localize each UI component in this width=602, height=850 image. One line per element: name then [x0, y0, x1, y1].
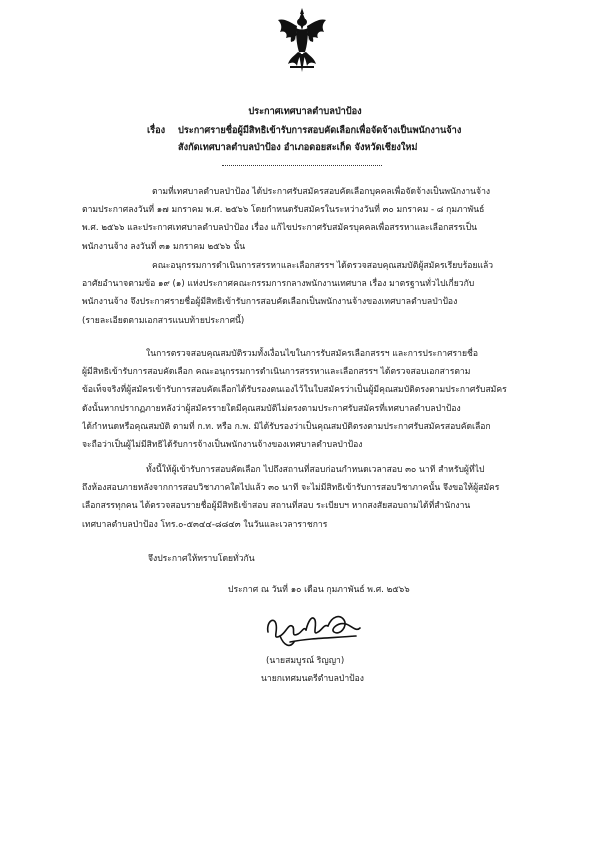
paragraph-line: อาศัยอำนาจตามข้อ ๑๙ (๑) แห่งประกาศคณะกรรมการกลางพนักงานเทศบาล เรื่อง มาตรฐานทั่วไปเกี่ยวกับ — [82, 279, 475, 290]
paragraph-line: พนักงานจ้าง ลงวันที่ ๓๑ มกราคม ๒๕๖๖ นั้น — [82, 241, 246, 252]
paragraph-line: ข้อเท็จจริงที่ผู้สมัครเข้ารับการสอบคัดเลือกได้รับรองตนเองไว้ในใบสมัครว่าเป็นผู้มีคุณสมบัติตรงตามประกาศรับสมัคร — [82, 385, 507, 396]
closing-statement: จึงประกาศให้ทราบโดยทั่วกัน — [148, 554, 255, 564]
paragraph-line: ได้กำหนดหรือคุณสมบัติ ตามที่ ก.ท. หรือ ก.พ. มิได้รับรองว่าเป็นคุณสมบัติตรงตามประกาศรับสมัครสอบคัดเลือก — [82, 421, 491, 432]
paragraph-line: เทศบาลตำบลป่าป้อง โทร.๐-๕๓๔๔-๘๘๔๓ ในวันและเวลาราชการ — [82, 519, 328, 530]
paragraph-line: ในการตรวจสอบคุณสมบัติรวมทั้งเงื่อนไขในการรับสมัครเลือกสรรฯ และการประกาศรายชื่อ — [146, 349, 479, 359]
paragraph-line: ทั้งนี้ให้ผู้เข้ารับการสอบคัดเลือก ไปถึงสถานที่สอบก่อนกำหนดเวลาสอบ ๓๐ นาที สำหรับผู้ที่ไป — [146, 465, 485, 475]
paragraph-line: ถึงห้องสอบภายหลังจากการสอบวิชาภาคใดไปแล้ว ๓๐ นาที จะไม่มีสิทธิเข้ารับการสอบวิชาภาคนั้น จึงขอให้ผู้สมัคร — [82, 483, 500, 494]
paragraph-line: ผู้มีสิทธิเข้ารับการสอบคัดเลือก คณะอนุกรรมการดำเนินการสรรหาและเลือกสรรฯ ได้ตรวจสอบเอกสารตาม — [82, 367, 471, 378]
paragraph-line: ตามที่เทศบาลตำบลป่าป้อง ได้ประกาศรับสมัครสอบคัดเลือกบุคคลเพื่อจัดจ้างเป็นพนักงานจ้าง — [152, 187, 491, 197]
paragraph-line: พนักงานจ้าง จึงประกาศรายชื่อผู้มีสิทธิเข้ารับการสอบคัดเลือกเป็นพนักงานจ้างของเทศบาลตำบลป่าป้อง — [82, 297, 458, 308]
paragraph-4 — [82, 461, 562, 534]
signatory-title: นายกเทศมนตรีตำบลป่าป้อง — [261, 674, 364, 684]
paragraph-1 — [82, 183, 562, 256]
announcement-date: ประกาศ ณ วันที่ ๑๐ เดือน กุมภาพันธ์ พ.ศ. ๒๕๖๖ — [228, 585, 410, 595]
signature-icon — [260, 602, 370, 652]
paragraph-line: จะถือว่าเป็นผู้ไม่มีสิทธิได้รับการจ้างเป็นพนักงานจ้างของเทศบาลตำบลป่าป้อง — [82, 440, 363, 451]
document-title: ประกาศเทศบาลตำบลป่าป้อง — [248, 106, 362, 117]
paragraph-line: ดังนั้นหากปรากฏภายหลังว่าผู้สมัครรายใดมีคุณสมบัติไม่ตรงตามประกาศรับสมัครที่เทศบาลตำบลป่าป้อง — [82, 403, 461, 414]
paragraph-line: คณะอนุกรรมการดำเนินการสรรหาและเลือกสรรฯ ได้ตรวจสอบคุณสมบัติผู้สมัครเรียบร้อยแล้ว — [152, 261, 494, 271]
paragraph-line: (รายละเอียดตามเอกสารแนบท้ายประกาศนี้) — [82, 315, 245, 326]
subject-line-1: ประกาศรายชื่อผู้มีสิทธิเข้ารับการสอบคัดเลือกเพื่อจัดจ้างเป็นพนักงานจ้าง — [178, 125, 462, 136]
paragraph-3 — [82, 345, 562, 454]
subject-line-2: สังกัดเทศบาลตำบลป่าป้อง อำเภอดอยสะเก็ด จังหวัดเชียงใหม่ — [178, 142, 418, 153]
paragraph-line: ตามประกาศลงวันที่ ๑๗ มกราคม พ.ศ. ๒๕๖๖ โดยกำหนดรับสมัครในระหว่างวันที่ ๓๐ มกราคม - ๘ กุมภาพันธ์ — [82, 205, 485, 216]
header-divider — [222, 165, 382, 166]
signatory-name: (นายสมบูรณ์ ริญญา) — [266, 656, 345, 666]
paragraph-line: เลือกสรรทุกคน ได้ตรวจสอบรายชื่อผู้มีสิทธิเข้าสอบ สถานที่สอบ ระเบียบฯ หากสงสัยสอบถามได้ที่สำนักงาน — [82, 501, 471, 512]
subject-label: เรื่อง — [147, 125, 166, 136]
garuda-emblem-icon — [276, 8, 328, 74]
paragraph-line: พ.ศ. ๒๕๖๖ และประกาศเทศบาลตำบลป่าป้อง เรื่อง แก้ไขประกาศรับสมัครบุคคลเพื่อสรรหาและเลือกสรรเป็น — [82, 223, 478, 234]
paragraph-2 — [82, 257, 562, 330]
